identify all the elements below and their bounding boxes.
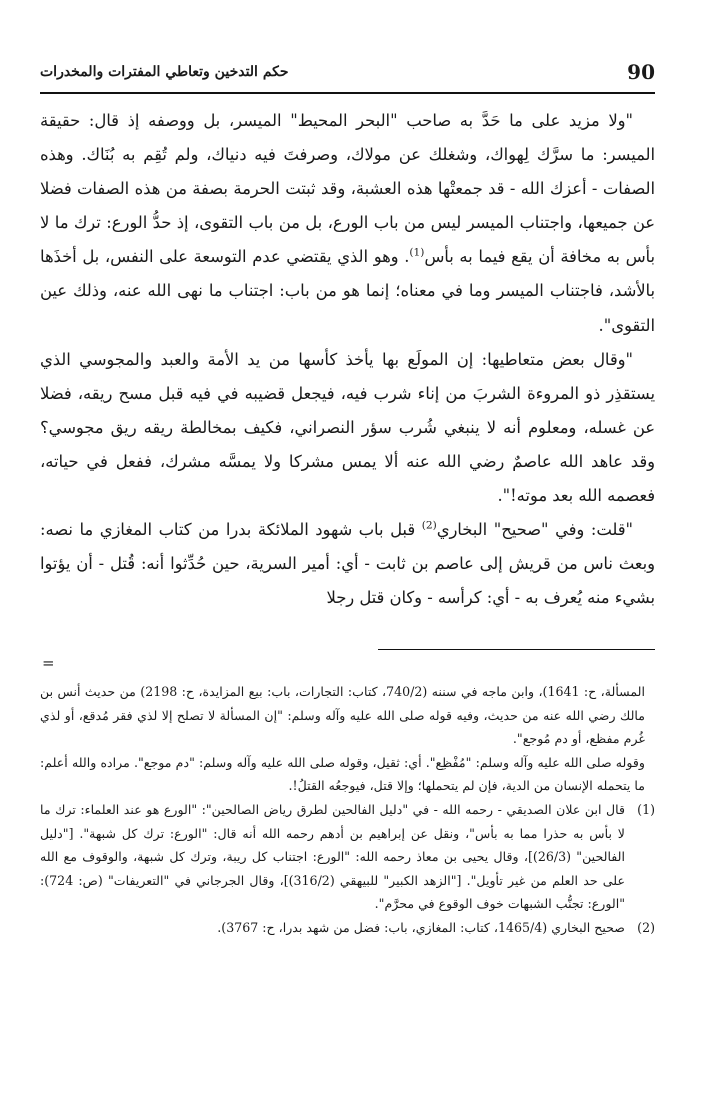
continuation-mark: = (42, 654, 55, 672)
footnote (40, 916, 655, 940)
main-text (40, 104, 655, 615)
footnote-ref: (1) (409, 246, 425, 259)
footnotes (40, 680, 655, 940)
footnote-continuation: المسألة، ح: 1641)، وابن ماجه في سننه (740/2، كتاب: التجارات، باب: بيع المزايدة، ح: 2198) من حديث أنس بن مالك رضي الله عنه من حديث، وفيه قوله صلى الله عليه وآله وسلم: "إن المسألة لا تصلح إلا لذي فقر مُدقع، أو لذي غُرم مفظع، أو دم مُوجع". (40, 684, 646, 747)
page-header (40, 62, 655, 94)
paragraph: "وقال بعض متعاطيها: إن المولَع بها يأخذ كأسها من يد الأمة والعبد والمجوسي الذي يستقذِر ذو المروءة الشربَ من إناء شرب فيه، فيجعل قضيبه في فيه قبل مسح ريقه، فضلا عن غسله، ومعلوم أنه لا ينبغي شُرب سؤر النصراني، فكيف بمخالطة ريقه ريق مجوسي؟ وقد عاهد الله عاصمٌ رضي الله عنه ألا يمس مشركا ولا يمسَّه مشرك، ففعل في حياته، فعصمه الله بعد موته!". (40, 349, 655, 506)
footnote (40, 798, 655, 916)
footnote-ref: (2) (421, 519, 437, 532)
running-title: حكم التدخين وتعاطي المفترات والمخدرات (40, 64, 289, 80)
footnote-text: صحيح البخاري (1465/4، كتاب: المغازي، باب: فضل من شهد بدرا، ح: 3767). (217, 919, 625, 935)
paragraph: "قلت: وفي "صحيح" البخاري$^{(2)}$ قبل باب شهود الملائكة بدرا من كتاب المغازي ما نصه: وبعث ناس من قريش إلى عاصم بن ثابت - أي: أمير السرية، حين حُدِّثوا أنه: قُتل - أن يؤتوا بشيء منه يُعرف به - أي: كرأسه - وكان قتل رجلا (40, 519, 655, 608)
page-number: 90 (627, 60, 655, 84)
footnote-continuation: وقوله صلى الله عليه وآله وسلم: "مُفْظِع". أي: ثقيل، وقوله صلى الله عليه وآله وسلم: "دم موجع". مراده والله أعلم: ما يتحمله الإنسان من الدية، فإن لم يتحملها؛ وإلا قتل، فيوجعُه القتلُ!. (40, 754, 645, 794)
footnote-text: قال ابن علان الصديقي - رحمه الله - في "دليل الفالحين لطرق رياض الصالحين": "الورع هو عند العلماء: ترك ما لا بأس به حذرا مما به بأس"، ونقل عن إبراهيم بن أدهم رحمه الله أنه قال: "الورع: ترك كل شبهة". ["دليل الفالحين" (26/3)]، وقال يحيى بن معاذ رحمه الله: "الورع: اجتناب كل ريبة، وترك كل شبهة، والوقوف مع الله على حد العلم من غير تأويل". ["الزهد الكبير" للبيهقي (316/2)]، وقال الجرجاني في "التعريفات" (ص: 724): "الورع: تجنُّب الشبهات خوف الوقوع في محرَّم". (40, 801, 625, 912)
footnote-number: (1) (637, 801, 655, 817)
paragraph: "ولا مزيد على ما حَدَّ به صاحب "البحر المحيط" الميسر، بل ووصفه إذ قال: حقيقة الميسر: ما سرَّك لِهواك، وشغلك عن مولاك، وصرفتَ فيه دنياك، ولم تُقِم به بُنَاك. وهذه الصفات - أعزك الله - قد جمعتْها هذه العشبة، وقد ثبتت الحرمة بصفة من هذه الصفات فضلا عن جميعها، واجتناب الميسر ليس من باب الورع، بل من باب التقوى، إذ حدُّ الورع: ترك ما لا بأس به مخافة أن يقع فيما به بأس$^{(1)}$. وهو الذي يقتضي عدم التوسعة على النفس، بل أخذَها بالأشد، فاجتناب الميسر وما في معناه؛ إنما هو من باب: اجتناب ما نهى الله عنه، وذلك عين التقوى". (40, 111, 655, 335)
footnote-separator (378, 649, 655, 650)
footnote-number: (2) (637, 919, 655, 935)
